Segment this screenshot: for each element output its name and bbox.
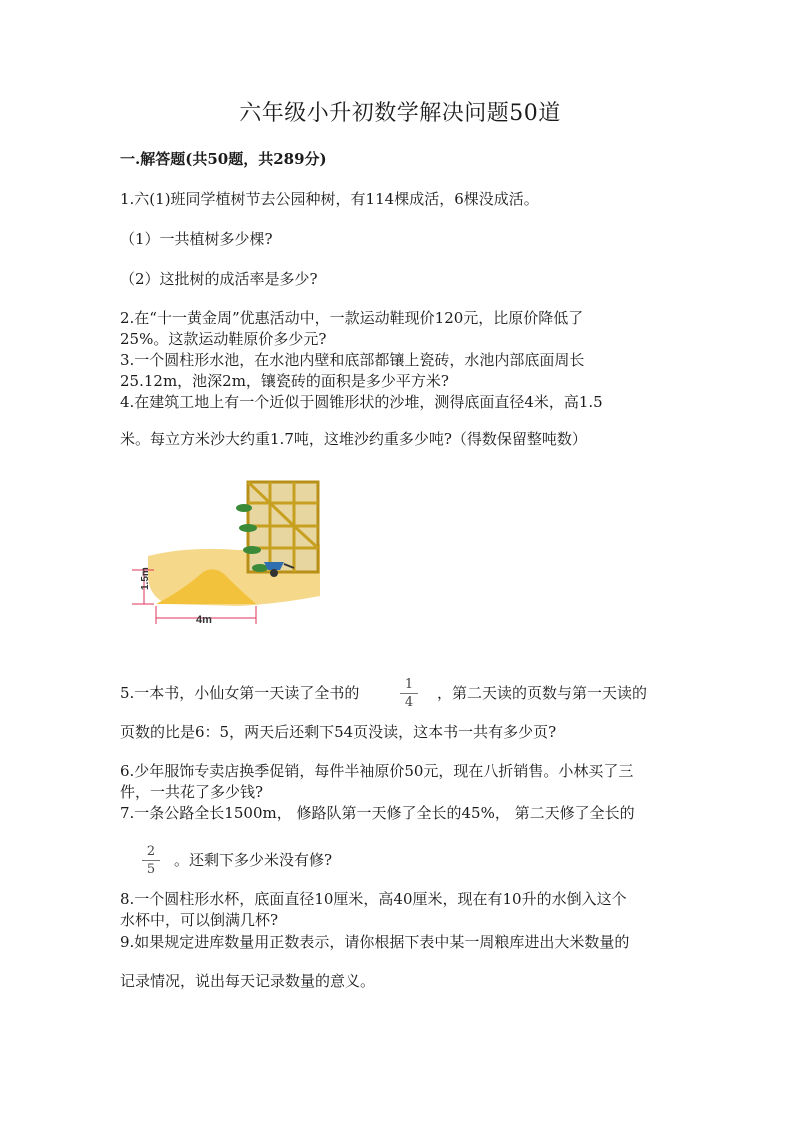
question-4-line-1: 4.在建筑工地上有一个近似于圆锥形状的沙堆，测得底面直径4米，高1.5 — [120, 393, 603, 411]
fraction-two-fifths — [142, 844, 160, 877]
question-9-line-1: 9.如果规定进库数量用正数表示，请你根据下表中某一周粮库进出大米数量的 — [120, 933, 630, 951]
question-2-line-2: 25%。这款运动鞋原价多少元? — [120, 330, 327, 348]
fraction-bar — [400, 693, 418, 694]
fraction-bar — [142, 860, 160, 861]
width-label: 4m — [196, 614, 212, 626]
question-8-line-2: 水杯中，可以倒满几杯? — [120, 911, 279, 929]
question-9-line-2: 记录情况，说出每天记录数量的意义。 — [120, 972, 376, 990]
question-1-sub-1: （1）一共植树多少棵? — [120, 230, 273, 248]
question-6-line-2: 件，一共花了多少钱? — [120, 783, 264, 801]
fraction-one-quarter — [400, 677, 418, 710]
fraction-denominator: 5 — [146, 862, 156, 877]
question-1: 1.六(1)班同学植树节去公园种树，有114棵成活，6棵没成活。 — [120, 190, 539, 208]
question-5-line-2: 页数的比是6：5，两天后还剩下54页没读，这本书一共有多少页? — [120, 723, 557, 741]
question-5-part-2: ，第二天读的页数与第一天读的 — [437, 684, 648, 702]
scaffold — [248, 482, 318, 572]
question-7-line-2: 。还剩下多少米没有修? — [174, 851, 333, 869]
section-heading: 一.解答题(共50题，共289分) — [120, 150, 327, 168]
question-6-line-1: 6.少年服饰专卖店换季促销，每件半袖原价50元，现在八折销售。小林买了三 — [120, 762, 634, 780]
question-4-line-2: 米。每立方米沙大约重1.7吨，这堆沙约重多少吨?（得数保留整吨数） — [120, 430, 587, 448]
question-3-line-2: 25.12m，池深2m，镶瓷砖的面积是多少平方米? — [120, 372, 449, 390]
question-2-line-1: 2.在“十一黄金周”优惠活动中，一款运动鞋现价120元，比原价降低了 — [120, 309, 584, 327]
fraction-numerator: 2 — [146, 844, 156, 859]
page-title: 六年级小升初数学解决问题50道 — [239, 101, 561, 126]
question-1-sub-2: （2）这批树的成活率是多少? — [120, 270, 318, 288]
height-label: 1.5m — [140, 567, 151, 590]
fraction-denominator: 4 — [404, 695, 414, 710]
fraction-numerator: 1 — [404, 677, 414, 692]
sand-pile-figure — [128, 478, 328, 628]
question-5-part-1: 5.一本书，小仙女第一天读了全书的 — [120, 684, 360, 702]
sand-pile-illustration — [128, 478, 328, 628]
question-8-line-1: 8.一个圆柱形水杯，底面直径10厘米，高40厘米，现在有10升的水倒入这个 — [120, 890, 627, 908]
question-7-line-1: 7.一条公路全长1500m， 修路队第一天修了全长的45%， 第二天修了全长的 — [120, 804, 635, 822]
question-3-line-1: 3.一个圆柱形水池，在水池内壁和底部都镶上瓷砖，水池内部底面周长 — [120, 351, 585, 369]
